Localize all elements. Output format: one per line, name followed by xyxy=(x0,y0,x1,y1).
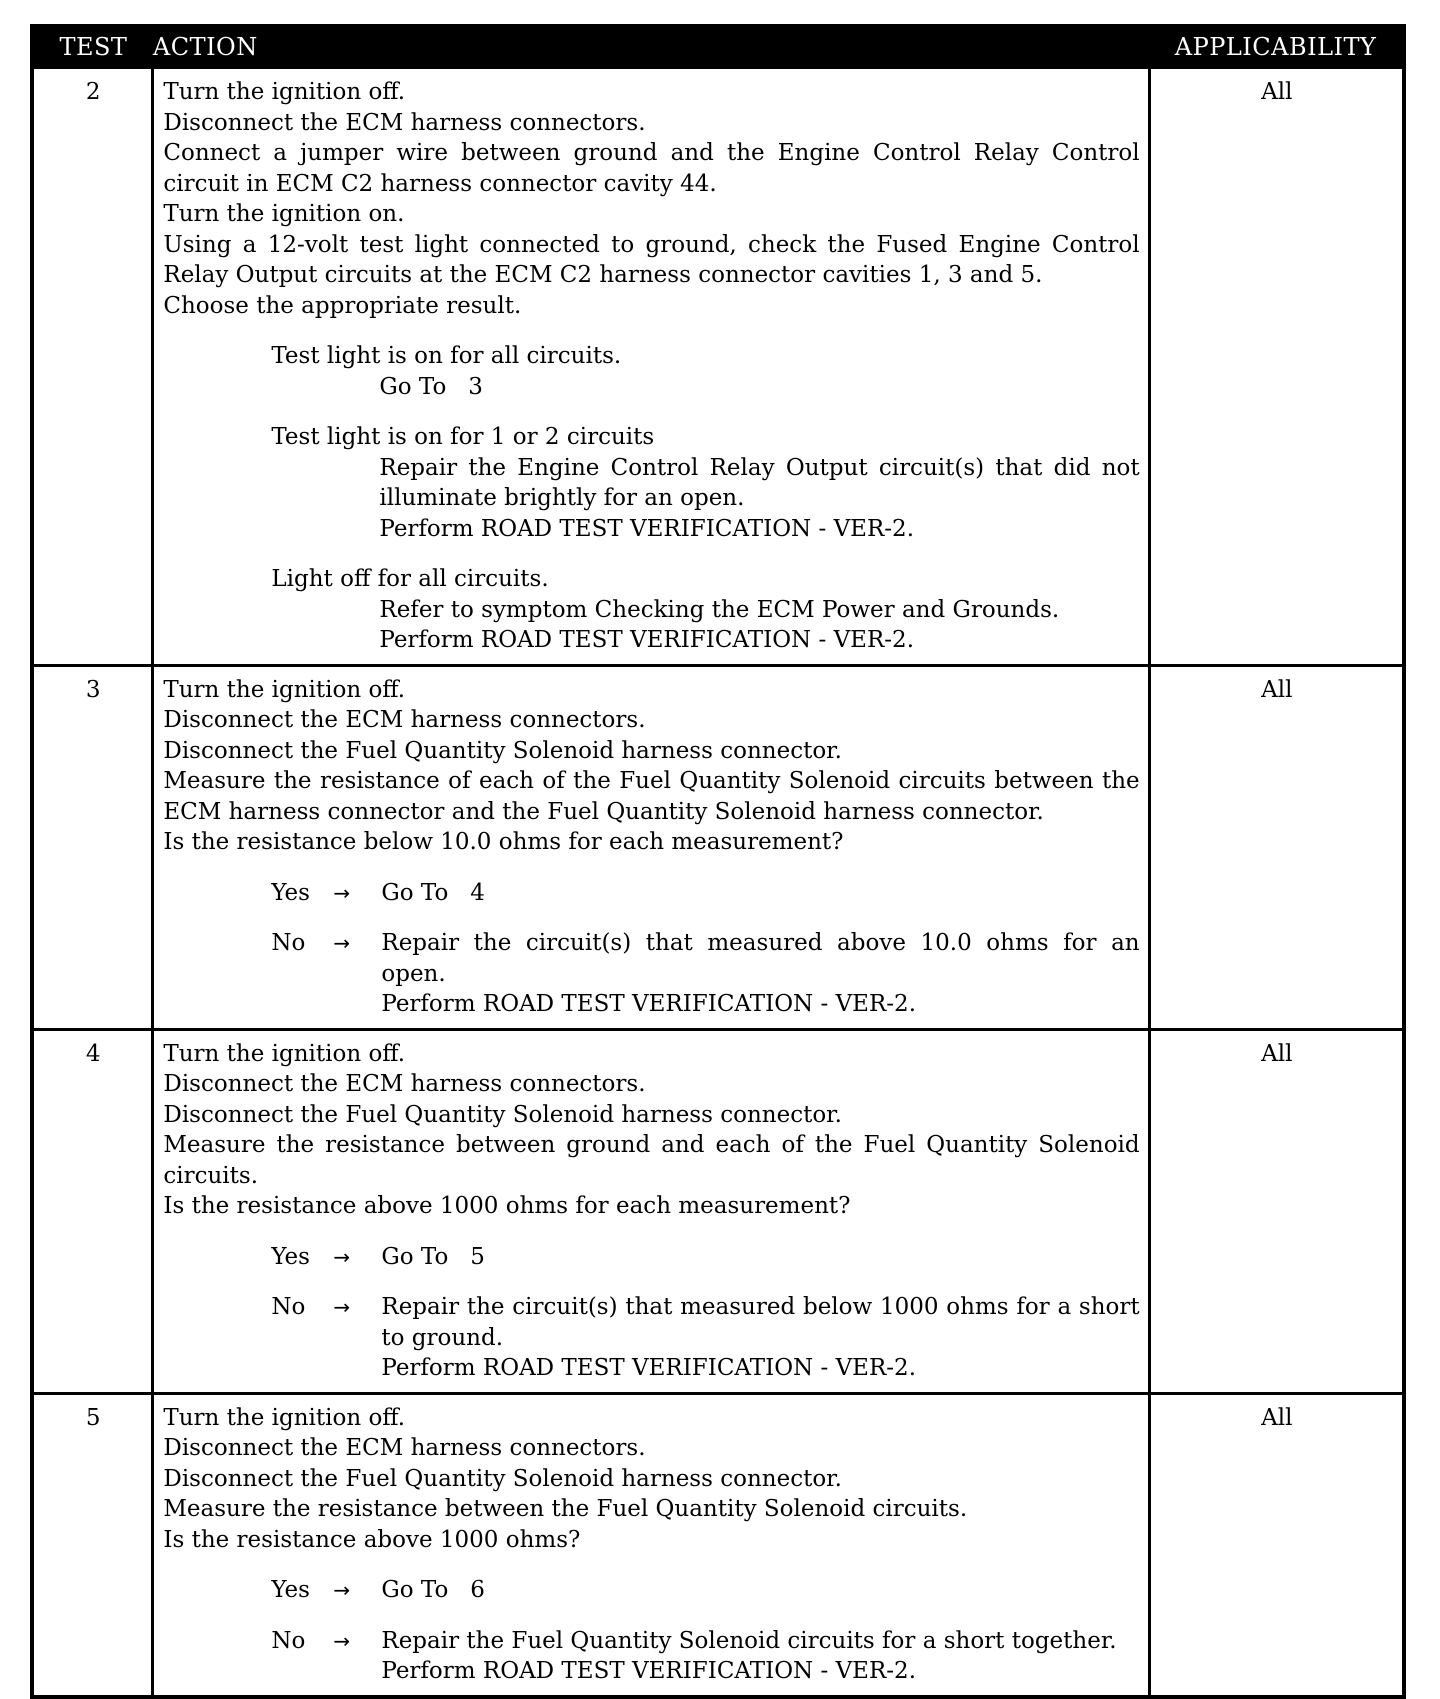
test-number: 2 xyxy=(32,68,153,666)
arrow-right-icon: → xyxy=(333,1295,351,1319)
no-action xyxy=(381,1626,1139,1687)
yes-option xyxy=(271,1242,1139,1273)
no-action xyxy=(381,928,1139,1020)
test-number: 5 xyxy=(32,1393,153,1697)
test-number: 3 xyxy=(32,665,153,1029)
no-action-line: Repair the circuit(s) that measured below 1000 ohms for a short to ground. xyxy=(381,1294,1140,1351)
step-text: Turn the ignition off. xyxy=(163,1040,406,1067)
table-row xyxy=(32,1029,1404,1393)
result-option xyxy=(271,422,1139,544)
step-text: Choose the appropriate result. xyxy=(163,292,522,319)
arrow-right-icon: → xyxy=(333,931,351,955)
step-text: Turn the ignition off. xyxy=(163,1404,406,1431)
step-text: Turn the ignition off. xyxy=(163,676,406,703)
applicability-value: All xyxy=(1149,68,1404,666)
no-action-line: Perform ROAD TEST VERIFICATION - VER-2. xyxy=(381,991,917,1017)
step-text: Using a 12-volt test light connected to ground, check the Fused Engine Control Relay Output circuits at the ECM C2 harness connector cavities 1, 3 and 5. xyxy=(163,231,1140,288)
no-option xyxy=(271,928,1139,1020)
result-action: Repair the Engine Control Relay Output circuit(s) that did not illuminate brightly for an open. xyxy=(379,454,1140,511)
result-action: Go To 3 xyxy=(379,373,483,400)
header-test: TEST xyxy=(32,26,153,68)
yes-action: Go To 5 xyxy=(381,1243,485,1270)
result-action: Refer to symptom Checking the ECM Power and Grounds. xyxy=(379,596,1060,623)
arrow-right-icon: → xyxy=(333,1244,351,1269)
action-cell xyxy=(153,1029,1149,1393)
test-number: 4 xyxy=(32,1029,153,1393)
no-label: No xyxy=(271,930,306,956)
step-text: Disconnect the Fuel Quantity Solenoid harness connector. xyxy=(163,737,842,764)
result-option xyxy=(271,341,1139,402)
applicability-value: All xyxy=(1149,665,1404,1029)
step-text: Turn the ignition off. xyxy=(163,79,406,105)
no-option xyxy=(271,1292,1139,1384)
header-applicability: APPLICABILITY xyxy=(1149,26,1404,68)
table-row xyxy=(32,665,1404,1029)
yes-action: Go To 4 xyxy=(381,879,485,906)
result-condition: Test light is on for all circuits. xyxy=(271,343,622,369)
arrow-right-icon: → xyxy=(333,880,351,905)
header-action: ACTION xyxy=(153,26,1149,68)
no-action xyxy=(381,1292,1139,1384)
table-row xyxy=(32,1393,1404,1697)
no-action-line: Perform ROAD TEST VERIFICATION - VER-2. xyxy=(381,1658,917,1684)
yes-label: Yes xyxy=(271,1577,310,1603)
step-text: Is the resistance above 1000 ohms? xyxy=(163,1526,581,1553)
step-text: Turn the ignition on. xyxy=(163,201,405,227)
applicability-value: All xyxy=(1149,1029,1404,1393)
step-text: Measure the resistance of each of the Fuel Quantity Solenoid circuits between the ECM harness connector and the Fuel Quantity Solenoid harness connector. xyxy=(163,768,1140,825)
action-cell xyxy=(153,1393,1149,1697)
applicability-value: All xyxy=(1149,1393,1404,1697)
no-option xyxy=(271,1626,1139,1687)
action-cell xyxy=(153,665,1149,1029)
step-text: Disconnect the ECM harness connectors. xyxy=(163,1071,646,1097)
step-text: Disconnect the ECM harness connectors. xyxy=(163,707,646,733)
yes-action: Go To 6 xyxy=(381,1577,485,1603)
step-text: Connect a jumper wire between ground and the Engine Control Relay Control circuit in ECM C2 harness connector cavity 44. xyxy=(163,140,1140,197)
yes-option xyxy=(271,1575,1139,1606)
no-label: No xyxy=(271,1627,306,1654)
result-condition: Test light is on for 1 or 2 circuits xyxy=(271,424,655,450)
step-text: Measure the resistance between the Fuel Quantity Solenoid circuits. xyxy=(163,1496,968,1522)
arrow-right-icon: → xyxy=(333,1628,351,1653)
step-text: Disconnect the ECM harness connectors. xyxy=(163,109,646,136)
result-option xyxy=(271,564,1139,656)
step-text: Disconnect the Fuel Quantity Solenoid harness connector. xyxy=(163,1465,842,1492)
yes-option xyxy=(271,878,1139,909)
no-label: No xyxy=(271,1294,306,1320)
table-row xyxy=(32,68,1404,666)
no-action-line: Perform ROAD TEST VERIFICATION - VER-2. xyxy=(381,1355,917,1381)
arrow-right-icon: → xyxy=(333,1578,351,1602)
yes-label: Yes xyxy=(271,1243,310,1270)
no-action-line: Repair the Fuel Quantity Solenoid circuits for a short together. xyxy=(381,1627,1117,1654)
table-header-row xyxy=(32,26,1404,68)
result-action: Perform ROAD TEST VERIFICATION - VER-2. xyxy=(379,515,915,542)
step-text: Disconnect the Fuel Quantity Solenoid harness connector. xyxy=(163,1101,842,1128)
step-text: Disconnect the ECM harness connectors. xyxy=(163,1435,646,1461)
result-action: Perform ROAD TEST VERIFICATION - VER-2. xyxy=(379,627,915,653)
yes-label: Yes xyxy=(271,879,310,906)
step-text: Measure the resistance between ground and each of the Fuel Quantity Solenoid circuits. xyxy=(163,1132,1140,1189)
result-condition: Light off for all circuits. xyxy=(271,566,549,592)
diagnostic-test-table xyxy=(30,24,1406,1699)
step-text: Is the resistance above 1000 ohms for each measurement? xyxy=(163,1193,851,1219)
step-text: Is the resistance below 10.0 ohms for each measurement? xyxy=(163,829,844,855)
no-action-line: Repair the circuit(s) that measured above 10.0 ohms for an open. xyxy=(381,930,1140,987)
action-cell xyxy=(153,68,1149,666)
